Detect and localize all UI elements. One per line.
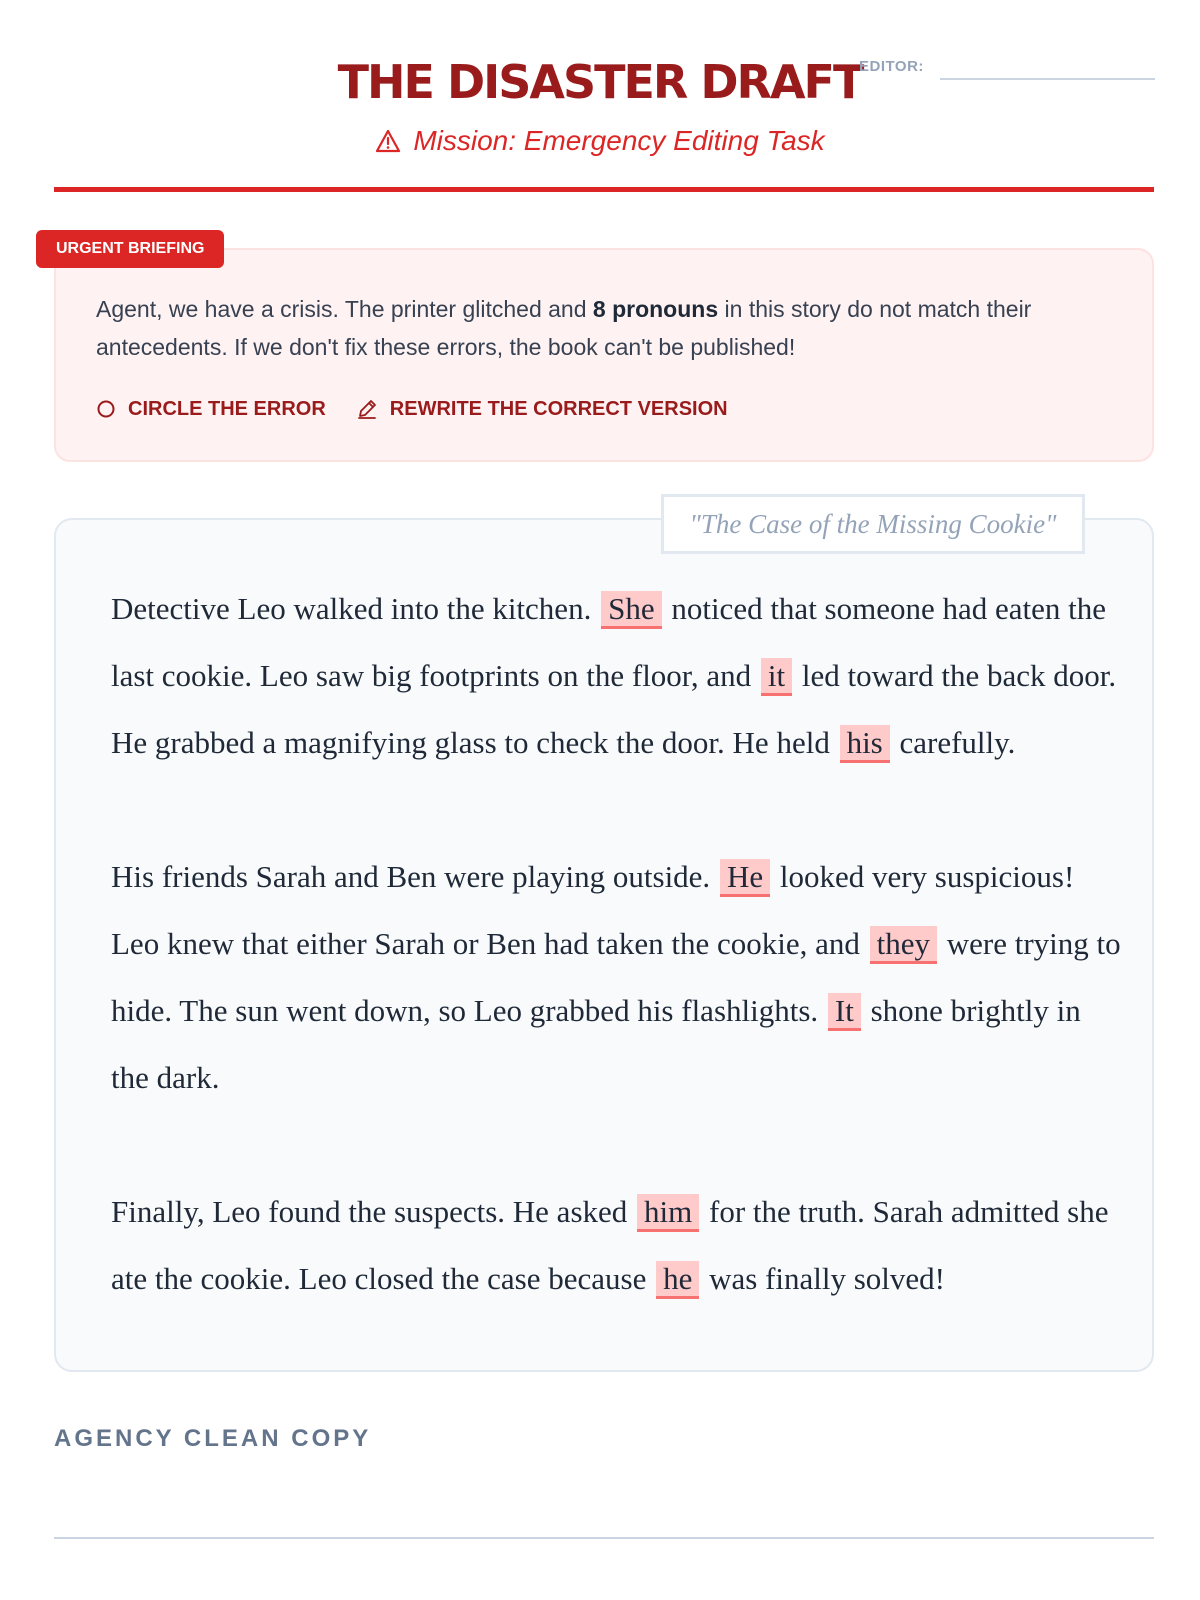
page-title: THE DISASTER DRAFT — [337, 55, 863, 109]
story-paragraph — [111, 575, 1121, 776]
pronoun-error[interactable]: It — [828, 993, 861, 1031]
story-text: Detective Leo walked into the kitchen. — [111, 591, 600, 626]
circle-icon — [96, 399, 116, 419]
briefing-count: 8 pronouns — [592, 296, 719, 322]
briefing-text-start: Agent, we have a crisis. The printer glitched and — [96, 296, 593, 322]
mission-subtitle — [0, 124, 1200, 158]
story-text: carefully. — [891, 725, 1016, 760]
story-text: were trying to hide. The sun went down, so Leo grabbed his flashlights. — [111, 926, 1121, 1028]
pronoun-error[interactable]: She — [601, 591, 662, 629]
pronoun-error[interactable]: they — [870, 926, 937, 964]
briefing-text — [96, 290, 1116, 366]
story-text: for the truth. Sarah admitted she ate the cookie. Leo closed the case because — [111, 1194, 1109, 1296]
mission-text: Mission: Emergency Editing Task — [413, 125, 825, 156]
instruction-rewrite-label: REWRITE THE CORRECT VERSION — [389, 397, 728, 420]
story-text: Finally, Leo found the suspects. He asked — [111, 1194, 636, 1229]
editor-name-field[interactable] — [940, 78, 1155, 80]
instruction-rewrite — [356, 398, 728, 421]
pronoun-error[interactable]: it — [761, 658, 792, 696]
warning-icon — [375, 129, 401, 153]
story-body — [111, 575, 1121, 1312]
briefing-tag: URGENT BRIEFING — [36, 230, 224, 268]
story-text: led toward the back door. He grabbed a magnifying glass to check the door. He held — [111, 658, 1117, 760]
editor-label: EDITOR: — [859, 58, 924, 75]
clean-copy-label: AGENCY CLEAN COPY — [54, 1425, 372, 1452]
pronoun-error[interactable]: his — [840, 725, 890, 763]
story-paragraph — [111, 1178, 1121, 1312]
instruction-circle-label: CIRCLE THE ERROR — [128, 397, 326, 420]
story-paragraph — [111, 843, 1121, 1111]
story-text: His friends Sarah and Ben were playing outside. — [111, 859, 718, 894]
story-text: shone brightly in the dark. — [111, 993, 1081, 1095]
pronoun-error[interactable]: him — [637, 1194, 699, 1232]
pencil-icon — [356, 398, 378, 420]
story-text: noticed that someone had eaten the last cookie. Leo saw big footprints on the floor, and — [111, 591, 1107, 693]
story-title: "The Case of the Missing Cookie" — [661, 494, 1085, 554]
page-header — [0, 0, 1200, 195]
pronoun-error[interactable]: He — [720, 859, 770, 897]
story-text: looked very suspicious! Leo knew that either Sarah or Ben had taken the cookie, and — [111, 859, 1075, 961]
instructions-row — [96, 394, 758, 424]
clean-copy-writing-line[interactable] — [54, 1537, 1154, 1539]
header-divider — [54, 187, 1154, 192]
pronoun-error[interactable]: he — [656, 1261, 699, 1299]
briefing-text-end: in this story do not match their antecedents. If we don't fix these errors, the book can't be published! — [96, 296, 1032, 360]
instruction-circle — [96, 398, 326, 421]
story-text: was finally solved! — [701, 1261, 945, 1296]
